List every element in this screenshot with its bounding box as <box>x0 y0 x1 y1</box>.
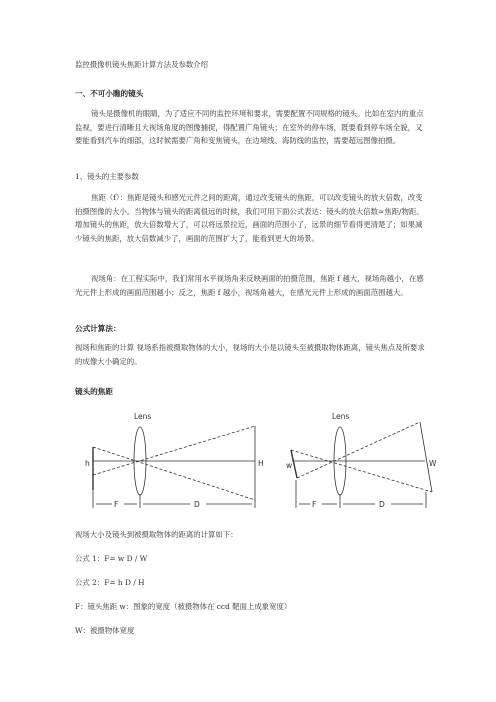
formula-2: 公式 2：F= h D / H <box>75 578 145 587</box>
label-W: W <box>429 459 437 468</box>
label-D-right: D <box>379 500 385 509</box>
definition-W: W：被摄物体宽度 <box>75 626 135 635</box>
diagram-right <box>291 422 432 508</box>
formula-heading: 公式计算法： <box>75 324 121 333</box>
document-title: 监控摄像机镜头焦距计算方法及参数介绍 <box>75 60 209 69</box>
lens-diagrams <box>0 400 496 515</box>
diagram-left <box>93 426 255 508</box>
section-paragraph-lens: 镜头是摄像机的眼睛，为了适应不同的监控环境和要求，需要配置不同规格的镜头。比如在室内的重点监视，要进行清晰且大视场角度的图像捕捉，得配置广角镜头；在室外的停车场，既要看到停车场全貌，又要能看到汽车的细部，这时候需要广角和变焦镜头，在边境线、海防线的监控，需要超远图像拍摄。 <box>75 109 424 146</box>
label-H: H <box>258 459 264 468</box>
label-F-left: F <box>114 500 119 509</box>
formula-paragraph: 视场和焦距的计算 视场系指被摄取物体的大小，视场的大小是以镜头至被摄取物体距离，镜头焦点及所要求的成像大小确定的。 <box>75 343 425 366</box>
subsection-heading-params: 1、镜头的主要参数 <box>75 172 139 181</box>
calc-intro: 视场大小及镜头到被摄取物体的距离的计算如下： <box>75 530 238 539</box>
lens-label-right: Lens <box>332 412 350 421</box>
paragraph-focal-length: 焦距（f）：焦距是镜头和感光元件之间的距离，通过改变镜头的焦距，可以改变镜头的放大倍数，改变拍摄图像的大小。当物体与镜头的距离很远的时候，我们可用下面公式表达：镜头的放大倍数≈焦距/物距。增加镜头的焦距，放大倍数增大了，可以将远景拉近，画面的范围小了，远景的细节看得更清楚了；如果减少镜头的焦距，放大倍数减少了，画面的范围扩大了，能看到更大的场景。 <box>75 193 424 243</box>
label-h: h <box>85 459 90 468</box>
definition-F-w: F：镜头焦距 w：图象的宽度（被摄物体在 ccd 靶面上成象宽度） <box>75 602 292 611</box>
section-heading-lens: 一、不可小瞧的镜头 <box>75 89 144 98</box>
paragraph-field-of-view: 视场角：在工程实际中，我们常用水平视场角来反映画面的拍摄范围，焦距 f 越大，视场角越小，在感光元件上形成的画面范围越小；反之，焦距 f 越小，视场角越大，在感光元件上形成的画面范围越大。 <box>75 274 424 297</box>
lens-label-left: Lens <box>134 412 152 421</box>
label-F-right: F <box>312 500 317 509</box>
label-w: w <box>286 461 293 470</box>
formula-1: 公式 1：F= w D / W <box>75 554 148 563</box>
label-D-left: D <box>194 500 200 509</box>
focal-length-heading: 镜头的焦距 <box>75 387 113 396</box>
